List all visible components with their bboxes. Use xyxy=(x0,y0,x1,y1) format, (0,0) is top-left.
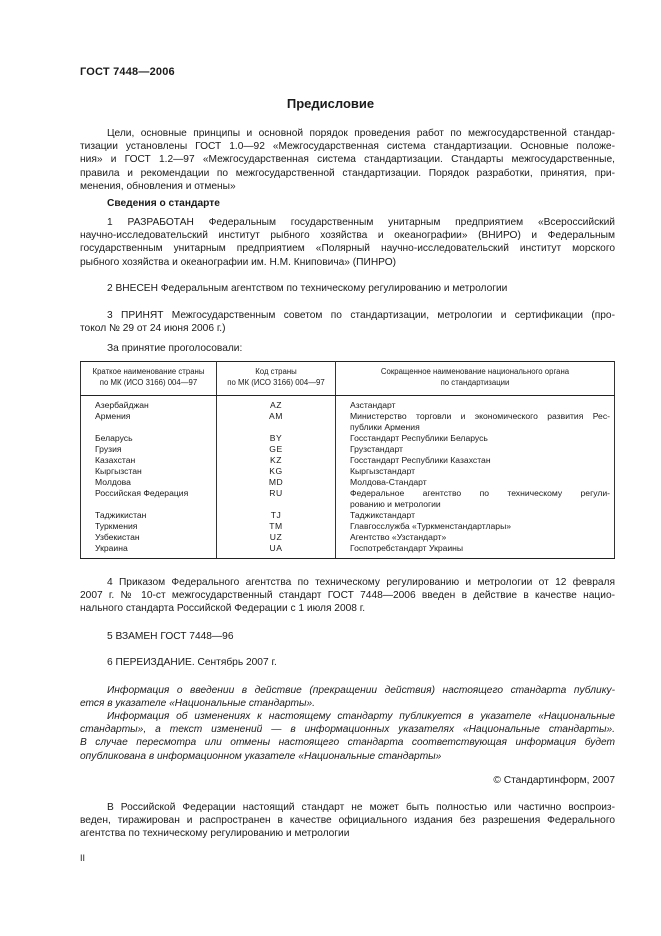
page-number: II xyxy=(80,853,86,863)
table-row xyxy=(81,488,615,510)
standards-body-cell: Грузстандарт xyxy=(336,444,615,455)
code-cell: TJ xyxy=(217,510,336,521)
table-intro-line: За принятие проголосовали: xyxy=(107,343,243,354)
item-4-line: нального стандарта Российской Федерации с 1 июля 2008 г. xyxy=(80,603,366,615)
notice-line: веден, тиражирован и распространен в качестве официального издания без разрешения Федерального xyxy=(80,815,615,827)
column-header-standards-body: Сокращенное наименование национального органа по стандартизации xyxy=(336,362,615,396)
code-cell: BY xyxy=(217,433,336,444)
intro-paragraph xyxy=(80,127,615,193)
table-row xyxy=(81,510,615,521)
standards-body-cell: Кыргызстандарт xyxy=(336,466,615,477)
item-2-paragraph xyxy=(80,282,615,295)
table-row xyxy=(81,411,615,433)
item-1-line: 1 РАЗРАБОТАН Федеральным государственным унитарным предприятием «Всероссийский xyxy=(107,217,615,228)
standards-body-cell: Таджикстандарт xyxy=(336,510,615,521)
table-row xyxy=(81,477,615,488)
item-1-line: научно-исследовательский институт рыбного хозяйства и океанографии» (ВНИРО) и Федеральным xyxy=(80,230,615,242)
table-intro xyxy=(80,342,615,355)
code-cell: GE xyxy=(217,444,336,455)
table-row xyxy=(81,444,615,455)
code-cell: UZ xyxy=(217,532,336,543)
member-states-table xyxy=(80,361,615,559)
standards-body-cell: Главгосслужба «Туркменстандартлары» xyxy=(336,521,615,532)
intro-line: менения, обновления и отмены» xyxy=(80,180,236,192)
distribution-notice xyxy=(80,801,615,841)
country-cell: Казахстан xyxy=(81,455,217,466)
item-5-paragraph xyxy=(80,630,615,643)
info-changes-paragraph xyxy=(80,710,615,763)
code-cell: MD xyxy=(217,477,336,488)
item-4-line: 2007 г. № 10-ст межгосударственный стандарт ГОСТ 7448—2006 введен в действие в качестве нацио- xyxy=(80,590,615,602)
standards-body-cell: Федеральное агентство по техническому регули- рованию и метрологии xyxy=(336,488,615,510)
table-row xyxy=(81,466,615,477)
standards-body-cell: Министерство торговли и экономического развития Рес- публики Армения xyxy=(336,411,615,433)
item-1-line: рыбного хозяйства и океанографии им. Н.М. Книповича» (ПИНРО) xyxy=(80,256,397,268)
column-header-country: Краткое наименование страны по МК (ИСО 3166) 004—97 xyxy=(81,362,217,396)
country-cell: Узбекистан xyxy=(81,532,217,543)
country-cell: Азербайджан xyxy=(81,396,217,412)
code-cell: KZ xyxy=(217,455,336,466)
country-cell: Таджикистан xyxy=(81,510,217,521)
table-row xyxy=(81,543,615,559)
table-row xyxy=(81,521,615,532)
code-cell: TM xyxy=(217,521,336,532)
document-id-header: ГОСТ 7448—2006 xyxy=(80,66,175,78)
item-1-line: государственным унитарным предприятием «Полярный научно-исследовательский институт морского xyxy=(80,243,615,255)
item-5-line: 5 ВЗАМЕН ГОСТ 7448—96 xyxy=(107,631,234,642)
country-cell: Украина xyxy=(81,543,217,559)
country-cell: Кыргызстан xyxy=(81,466,217,477)
info-line: Информация о введении в действие (прекращении действия) настоящего стандарта публику- xyxy=(107,685,615,696)
intro-line: Цели, основные принципы и основной порядок проведения работ по межгосударственной стандар- xyxy=(107,128,615,139)
table-row xyxy=(81,455,615,466)
item-3-line: токол № 29 от 24 июня 2006 г.) xyxy=(80,323,226,335)
country-cell: Российская Федерация xyxy=(81,488,217,510)
code-cell: KG xyxy=(217,466,336,477)
standards-body-cell: Молдова-Стандарт xyxy=(336,477,615,488)
info-line: Информация об изменениях к настоящему стандарту публикуется в указателе «Национальные xyxy=(107,711,615,722)
code-cell: AM xyxy=(217,411,336,433)
info-introduction-paragraph xyxy=(80,684,615,710)
intro-line: правила и рекомендации по межгосударственной стандартизации. Порядок разработки, принятия, при- xyxy=(80,167,615,179)
item-1-paragraph xyxy=(80,216,615,269)
section-heading: Сведения о стандарте xyxy=(107,198,220,209)
standards-body-cell: Госпотребстандарт Украины xyxy=(336,543,615,559)
country-cell: Грузия xyxy=(81,444,217,455)
table-row xyxy=(81,433,615,444)
table-row xyxy=(81,532,615,543)
intro-line: ния» и ГОСТ 1.2—97 «Межгосударственная система стандартизации. Стандарты межгосударственные, xyxy=(80,154,615,166)
info-line: ется в указателе «Национальные стандарты». xyxy=(80,698,316,710)
country-cell: Туркмения xyxy=(81,521,217,532)
info-line: опубликована в информационном указателе «Национальные стандарты» xyxy=(80,750,442,762)
country-cell: Армения xyxy=(81,411,217,433)
code-cell: UA xyxy=(217,543,336,559)
item-6-line: 6 ПЕРЕИЗДАНИЕ. Сентябрь 2007 г. xyxy=(107,657,277,668)
item-2-line: 2 ВНЕСЕН Федеральным агентством по техническому регулированию и метрологии xyxy=(107,283,508,294)
info-line: В случае пересмотра или отмены настоящего стандарта соответствующая информация будет xyxy=(80,737,615,749)
code-cell: AZ xyxy=(217,396,336,412)
item-3-paragraph xyxy=(80,309,615,335)
item-3-line: 3 ПРИНЯТ Межгосударственным советом по стандартизации, метрологии и сертификации (про- xyxy=(107,310,615,321)
notice-line: В Российской Федерации настоящий стандарт не может быть полностью или частично воспроиз- xyxy=(107,802,615,813)
item-6-paragraph xyxy=(80,656,615,669)
standards-body-cell: Агентство «Узстандарт» xyxy=(336,532,615,543)
copyright-notice: © Стандартинформ, 2007 xyxy=(493,775,615,786)
item-4-paragraph xyxy=(80,576,615,616)
standards-body-cell: Азстандарт xyxy=(336,396,615,412)
code-cell: RU xyxy=(217,488,336,510)
table-header-row xyxy=(81,362,615,396)
info-line: стандарты», а текст изменений — в информационных указателях «Национальные стандарты». xyxy=(80,724,615,736)
notice-line: агентства по техническому регулированию и метрологии xyxy=(80,828,350,840)
item-4-line: 4 Приказом Федерального агентства по техническому регулированию и метрологии от 12 февраля xyxy=(107,577,615,588)
standards-body-cell: Госстандарт Республики Беларусь xyxy=(336,433,615,444)
intro-line: тизации установлены ГОСТ 1.0—92 «Межгосударственная система стандартизации. Основные положе- xyxy=(80,141,615,153)
column-header-code: Код страны по МК (ИСО 3166) 004—97 xyxy=(217,362,336,396)
standards-body-cell: Госстандарт Республики Казахстан xyxy=(336,455,615,466)
country-cell: Молдова xyxy=(81,477,217,488)
country-cell: Беларусь xyxy=(81,433,217,444)
page-title: Предисловие xyxy=(286,96,375,111)
table-row xyxy=(81,396,615,412)
